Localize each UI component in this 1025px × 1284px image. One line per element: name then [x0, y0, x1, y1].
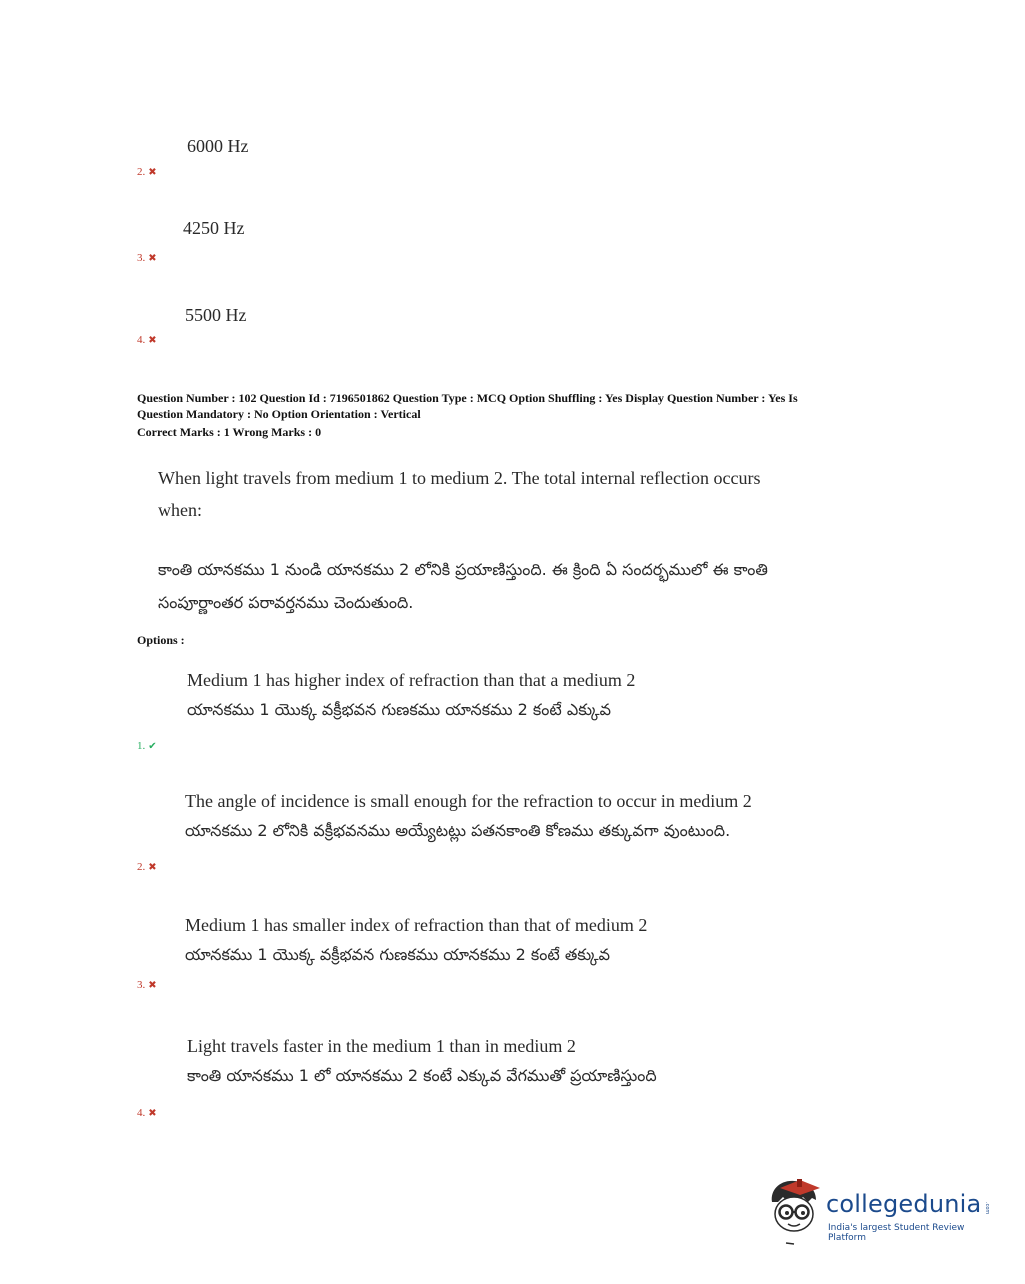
- option-number: 3.: [137, 252, 146, 264]
- question-text-telugu: [158, 553, 858, 619]
- option-4[interactable]: [187, 1036, 657, 1089]
- prev-option-3-text: 4250 Hz: [183, 218, 245, 238]
- cross-icon: ✖: [148, 980, 157, 991]
- student-mascot-icon: [766, 1176, 826, 1246]
- prev-option-3-number: [137, 252, 157, 264]
- question-meta-line2: Question Mandatory : No Option Orientation : Vertical: [137, 407, 421, 421]
- logo-tagline: India's largest Student Review Platform: [828, 1223, 965, 1243]
- option-1[interactable]: [187, 670, 635, 723]
- option-number: 3.: [137, 979, 146, 991]
- cross-icon: ✖: [148, 253, 157, 264]
- collegedunia-logo: [766, 1176, 996, 1246]
- option-4-english: Light travels faster in the medium 1 than in medium 2: [187, 1036, 576, 1056]
- option-4-number: [137, 1107, 157, 1119]
- option-number: 2.: [137, 166, 146, 178]
- question-en-line2: when:: [158, 500, 202, 520]
- option-number: 4.: [137, 1107, 146, 1119]
- option-1-telugu: యానకము 1 యొక్క వక్రీభవన గుణకము యానకము 2 కంటే ఎక్కువ: [187, 700, 611, 719]
- option-2-number: [137, 861, 157, 873]
- cross-icon: ✖: [148, 335, 157, 346]
- cross-icon: ✖: [148, 167, 157, 178]
- option-number: 2.: [137, 861, 146, 873]
- option-3-english: Medium 1 has smaller index of refraction than that of medium 2: [185, 915, 648, 935]
- options-label: Options :: [137, 633, 185, 647]
- checkmark-icon: ✔: [148, 741, 157, 752]
- option-1-english: Medium 1 has higher index of refraction than that a medium 2: [187, 670, 636, 690]
- question-text-english: [158, 462, 858, 526]
- prev-option-4-text: 5500 Hz: [185, 305, 247, 325]
- question-meta: [137, 390, 877, 440]
- logo-suffix: .com: [984, 1202, 990, 1215]
- option-number: 4.: [137, 334, 146, 346]
- logo-wordmark: collegedunia: [826, 1190, 982, 1218]
- option-2[interactable]: [185, 791, 752, 844]
- option-4-telugu: కాంతి యానకము 1 లో యానకము 2 కంటే ఎక్కువ వేగముతో ప్రయాణిస్తుంది: [187, 1066, 657, 1085]
- prev-option-2-text: 6000 Hz: [187, 136, 249, 156]
- option-2-english: The angle of incidence is small enough for the refraction to occur in medium 2: [185, 791, 752, 811]
- question-meta-line3: Correct Marks : 1 Wrong Marks : 0: [137, 425, 322, 439]
- question-te-line2: సంపూర్ణాంతర పరావర్తనము చెందుతుంది.: [158, 593, 414, 612]
- question-meta-line1: Question Number : 102 Question Id : 7196501862 Question Type : MCQ Option Shuffling : Yes Display Question Number : Yes Is: [137, 391, 798, 405]
- prev-option-4-number: [137, 334, 157, 346]
- question-en-line1: When light travels from medium 1 to medium 2. The total internal reflection occurs: [158, 468, 761, 488]
- option-2-telugu: యానకము 2 లోనికి వక్రీభవనము అయ్యేటట్లు పతనకాంతి కోణము తక్కువగా వుంటుంది.: [185, 821, 731, 840]
- prev-option-2-number: [137, 166, 157, 178]
- option-3-number: [137, 979, 157, 991]
- cross-icon: ✖: [148, 862, 157, 873]
- cross-icon: ✖: [148, 1108, 157, 1119]
- option-3-telugu: యానకము 1 యొక్క వక్రీభవన గుణకము యానకము 2 కంటే తక్కువ: [185, 945, 611, 964]
- question-te-line1: కాంతి యానకము 1 నుండి యానకము 2 లోనికి ప్రయాణిస్తుంది. ఈ క్రింది ఏ సందర్భములో ఈ కాంతి: [158, 560, 768, 579]
- option-3[interactable]: [185, 915, 647, 968]
- option-number: 1.: [137, 740, 146, 752]
- option-1-number: [137, 740, 157, 752]
